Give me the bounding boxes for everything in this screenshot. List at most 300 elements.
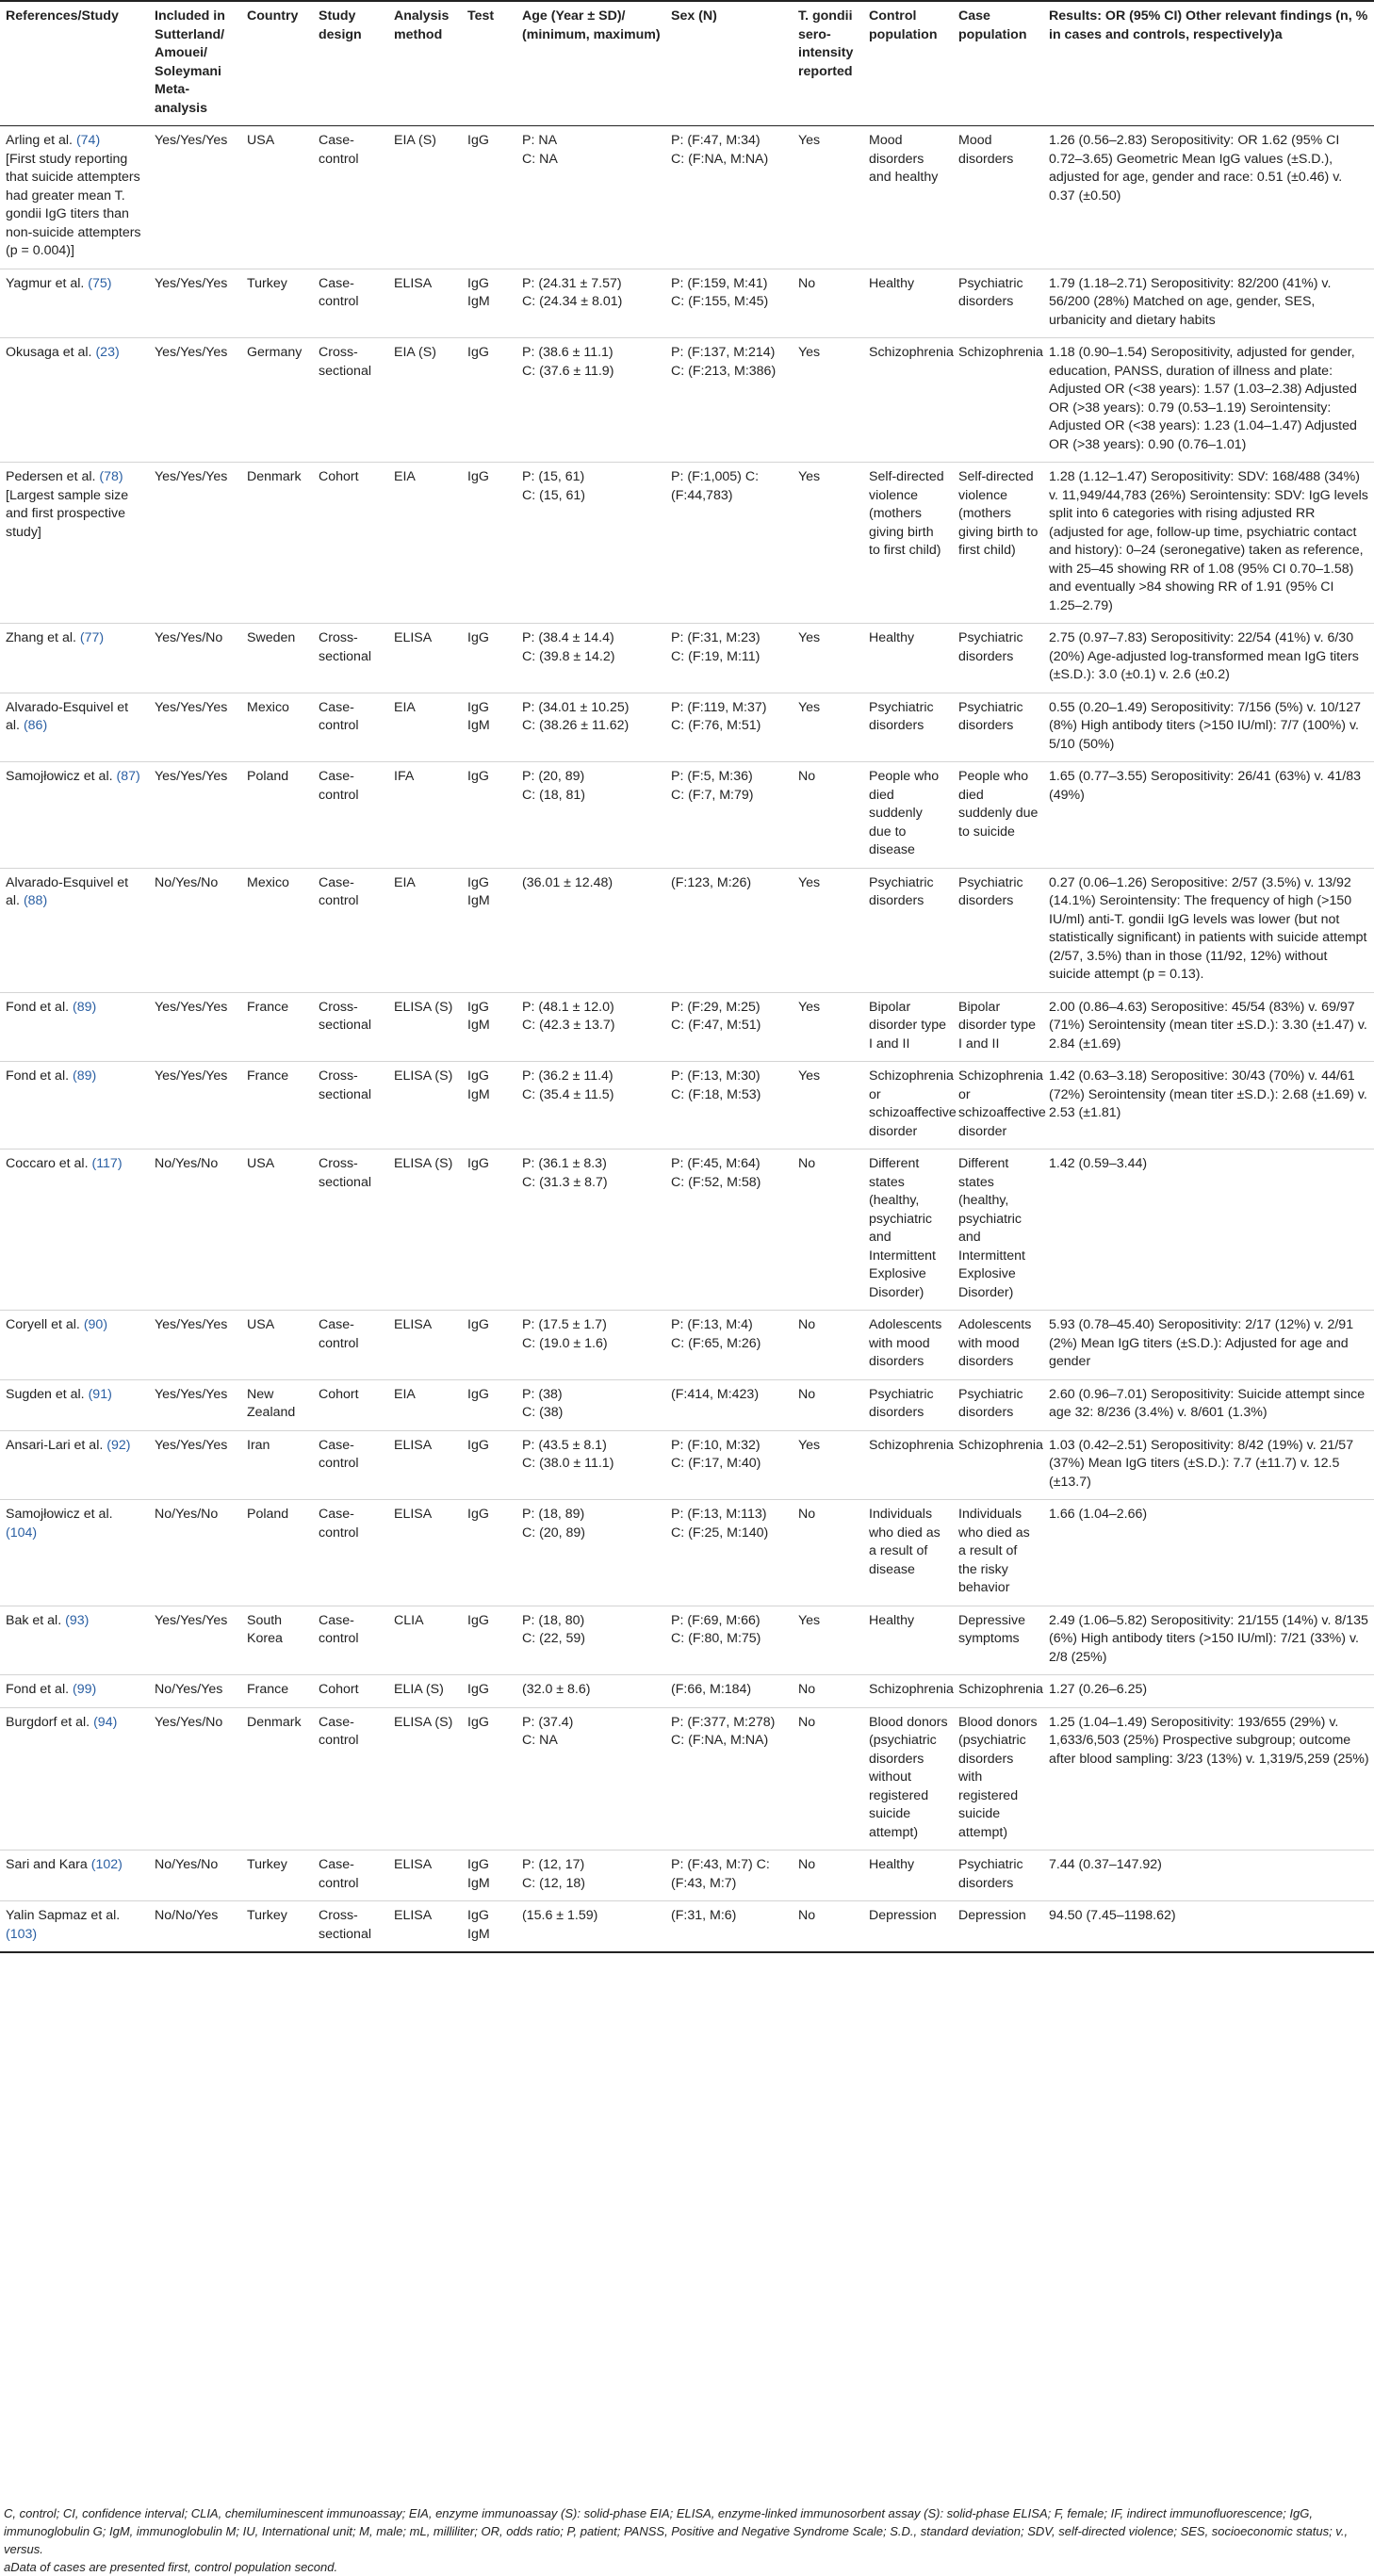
cell-country xyxy=(241,1675,313,1708)
reference-link[interactable]: (90) xyxy=(83,1317,108,1332)
cell-value: Cross-sectional xyxy=(319,345,371,379)
cell-value: Yes/Yes/Yes xyxy=(155,999,228,1015)
cell-value: P: (F:119, M:37) C: (F:76, M:51) xyxy=(671,699,767,733)
cell-value: ELISA (S) xyxy=(394,1068,453,1084)
cell-country xyxy=(241,1311,313,1380)
cell-test xyxy=(462,868,516,992)
cell-value: EIA xyxy=(394,1386,416,1402)
table-footnotes xyxy=(4,2504,1370,2576)
table-row xyxy=(0,126,1374,269)
reference-link[interactable]: (77) xyxy=(79,630,105,645)
study-name: Coryell et al. xyxy=(6,1317,80,1332)
cell-value: Psychiatric disorders xyxy=(958,699,1023,733)
cell-included xyxy=(149,1606,241,1675)
study-name: Pedersen et al. xyxy=(6,469,96,484)
cell-value: New Zealand xyxy=(247,1386,296,1420)
study-name: Burgdorf et al. xyxy=(6,1714,90,1730)
cell-value: No/Yes/Yes xyxy=(155,1682,223,1697)
cell-value: USA xyxy=(247,133,275,148)
cell-value: Schizophrenia xyxy=(958,345,1043,360)
study-note: [First study reporting that suicide attempters had greater mean T. gondii IgG titers than non-suicide attempters (p = 0.004)] xyxy=(6,151,141,258)
cell-value: Yes/Yes/No xyxy=(155,1714,223,1730)
cell-value: 1.03 (0.42–2.51) Seropositivity: 8/42 (19%) v. 21/57 (37%) Mean IgG titers (±S.D.): 7.7 (±11.7) v. 12.5 (±13.7) xyxy=(1049,1437,1354,1490)
cell-value: P: (36.2 ± 11.4) C: (35.4 ± 11.5) xyxy=(522,1068,614,1102)
cell-value: P: (18, 89) C: (20, 89) xyxy=(522,1507,586,1541)
table-row xyxy=(0,762,1374,869)
reference-link[interactable]: (92) xyxy=(106,1437,131,1453)
cell-age xyxy=(516,1430,665,1500)
cell-included xyxy=(149,126,241,269)
column-header: Age (Year ± SD)/ (minimum, maximum) xyxy=(516,1,665,126)
cell-value: P: (15, 61) C: (15, 61) xyxy=(522,469,586,503)
cell-value: 2.60 (0.96–7.01) Seropositivity: Suicide attempt since age 32: 8/236 (3.4%) v. 8/601 (1.3%) xyxy=(1049,1386,1366,1420)
cell-control xyxy=(863,1707,953,1850)
cell-value: P: NA C: NA xyxy=(522,133,558,167)
cell-results xyxy=(1043,693,1374,762)
cell-results xyxy=(1043,762,1374,869)
cell-country xyxy=(241,1430,313,1500)
cell-value: ELISA (S) xyxy=(394,999,453,1015)
cell-control xyxy=(863,1430,953,1500)
cell-value: Yes/Yes/Yes xyxy=(155,1068,228,1084)
cell-value: CLIA xyxy=(394,1612,424,1628)
cell-value: P: (24.31 ± 7.57) C: (24.34 ± 8.01) xyxy=(522,275,623,309)
reference-link[interactable]: (117) xyxy=(91,1156,123,1171)
cell-included xyxy=(149,1901,241,1953)
cell-value: Mexico xyxy=(247,699,289,715)
reference-link[interactable]: (103) xyxy=(6,1926,38,1942)
cell-control xyxy=(863,1149,953,1311)
cell-age xyxy=(516,1606,665,1675)
cell-results xyxy=(1043,1901,1374,1953)
reference-link[interactable]: (74) xyxy=(75,133,101,148)
cell-design xyxy=(313,1675,388,1708)
cell-value: EIA (S) xyxy=(394,133,436,148)
cell-included xyxy=(149,1675,241,1708)
cell-value: Cohort xyxy=(319,1386,359,1402)
cell-value: Self-directed violence (mothers giving birth to first child) xyxy=(958,469,1039,558)
cell-study xyxy=(0,463,149,624)
cell-study xyxy=(0,126,149,269)
cell-sex xyxy=(665,762,793,869)
cell-value: Poland xyxy=(247,1507,289,1522)
reference-link[interactable]: (93) xyxy=(65,1612,90,1628)
cell-value: Sweden xyxy=(247,630,296,645)
cell-study xyxy=(0,1062,149,1149)
cell-value: Adolescents with mood disorders xyxy=(869,1317,942,1369)
cell-method xyxy=(388,992,462,1062)
cell-study xyxy=(0,624,149,693)
cell-value: Case-control xyxy=(319,1437,359,1471)
cell-sero xyxy=(793,624,863,693)
cell-sero xyxy=(793,1500,863,1606)
reference-link[interactable]: (75) xyxy=(88,275,112,291)
cell-value: IgG IgM xyxy=(467,874,490,908)
cell-value: Yes xyxy=(798,1437,821,1453)
cell-results xyxy=(1043,1500,1374,1606)
table-row xyxy=(0,1707,1374,1850)
study-name: Fond et al. xyxy=(6,1682,70,1697)
cell-value: No/Yes/No xyxy=(155,1857,219,1872)
cell-results xyxy=(1043,1707,1374,1850)
cell-value: Schizophrenia xyxy=(869,345,954,360)
cell-method xyxy=(388,1606,462,1675)
cell-country xyxy=(241,269,313,338)
column-header: Analysis method xyxy=(388,1,462,126)
cell-design xyxy=(313,1311,388,1380)
cell-control xyxy=(863,1379,953,1430)
study-note: [Largest sample size and first prospective study] xyxy=(6,487,129,540)
cell-value: P: (38.6 ± 11.1) C: (37.6 ± 11.9) xyxy=(522,345,614,379)
cell-value: P: (F:45, M:64) C: (F:52, M:58) xyxy=(671,1156,761,1190)
cell-study xyxy=(0,1707,149,1850)
cell-control xyxy=(863,1311,953,1380)
cell-country xyxy=(241,868,313,992)
cell-value: 1.66 (1.04–2.66) xyxy=(1049,1507,1148,1522)
cell-age xyxy=(516,1062,665,1149)
cell-value: IFA xyxy=(394,769,415,784)
cell-study xyxy=(0,1850,149,1901)
cell-age xyxy=(516,624,665,693)
cell-value: ELISA xyxy=(394,1317,433,1332)
cell-value: Healthy xyxy=(869,1612,915,1628)
cell-value: IgG IgM xyxy=(467,1908,490,1942)
cell-age xyxy=(516,1311,665,1380)
cell-sero xyxy=(793,992,863,1062)
cell-value: P: (F:5, M:36) C: (F:7, M:79) xyxy=(671,769,754,803)
cell-sero xyxy=(793,868,863,992)
cell-study xyxy=(0,1901,149,1953)
cell-value: Yes xyxy=(798,874,821,890)
cell-case xyxy=(953,269,1043,338)
cell-method xyxy=(388,269,462,338)
cell-test xyxy=(462,1675,516,1708)
cell-value: No xyxy=(798,769,816,784)
cell-sex xyxy=(665,1149,793,1311)
cell-value: P: (38) C: (38) xyxy=(522,1386,564,1420)
cell-value: EIA (S) xyxy=(394,345,436,360)
cell-design xyxy=(313,463,388,624)
cell-value: Yes/Yes/No xyxy=(155,630,223,645)
cell-case xyxy=(953,1379,1043,1430)
cell-method xyxy=(388,1430,462,1500)
cell-study xyxy=(0,992,149,1062)
cell-country xyxy=(241,1850,313,1901)
cell-value: Yes/Yes/Yes xyxy=(155,699,228,715)
table-row xyxy=(0,269,1374,338)
cell-value: (F:123, M:26) xyxy=(671,874,752,890)
cell-value: Case-control xyxy=(319,874,359,908)
cell-included xyxy=(149,992,241,1062)
cell-test xyxy=(462,463,516,624)
cell-sex xyxy=(665,1500,793,1606)
study-name: Bak et al. xyxy=(6,1612,62,1628)
cell-value: Case-control xyxy=(319,769,359,803)
cell-test xyxy=(462,1707,516,1850)
cell-value: Yes/Yes/Yes xyxy=(155,469,228,484)
cell-value: Case-control xyxy=(319,1714,359,1748)
cell-included xyxy=(149,1311,241,1380)
cell-value: IgG IgM xyxy=(467,699,490,733)
cell-value: P: (36.1 ± 8.3) C: (31.3 ± 8.7) xyxy=(522,1156,608,1190)
cell-value: P: (F:377, M:278) C: (F:NA, M:NA) xyxy=(671,1714,776,1748)
study-name: Fond et al. xyxy=(6,1068,70,1084)
cell-sero xyxy=(793,1850,863,1901)
cell-results xyxy=(1043,868,1374,992)
cell-sex xyxy=(665,1901,793,1953)
reference-link[interactable]: (89) xyxy=(73,999,97,1015)
cell-results xyxy=(1043,1379,1374,1430)
cell-sero xyxy=(793,1149,863,1311)
cell-value: Case-control xyxy=(319,1507,359,1541)
cell-value: Yes xyxy=(798,1612,821,1628)
cell-value: ELIA (S) xyxy=(394,1682,444,1697)
cell-case xyxy=(953,1430,1043,1500)
cell-value: Mexico xyxy=(247,874,289,890)
table-row xyxy=(0,624,1374,693)
cell-method xyxy=(388,338,462,463)
cell-value: 1.18 (0.90–1.54) Seropositivity, adjusted for gender, education, PANSS, duration of illness and plate: Adjusted OR (<38 years): 1.57 (1.03–2.38) Adjusted OR (>38 years): 0.79 (0.53–1.19) Serointensity: Adjusted OR (<38 years): 1.23 (1.04–1.47) Adjusted OR (>38 years): 0.90 (0.76–1.01) xyxy=(1049,345,1357,452)
cell-value: Yes/Yes/Yes xyxy=(155,1612,228,1628)
column-header: Sex (N) xyxy=(665,1,793,126)
cell-value: IgG IgM xyxy=(467,1857,490,1891)
cell-method xyxy=(388,1149,462,1311)
cell-included xyxy=(149,693,241,762)
cell-included xyxy=(149,868,241,992)
cell-included xyxy=(149,463,241,624)
cell-value: IgG xyxy=(467,1386,489,1402)
cell-case xyxy=(953,463,1043,624)
cell-value: Cohort xyxy=(319,1682,359,1697)
cell-case xyxy=(953,1901,1043,1953)
study-name: Samojłowicz et al. xyxy=(6,1507,113,1522)
study-name: Ansari-Lari et al. xyxy=(6,1437,104,1453)
cell-control xyxy=(863,868,953,992)
cell-value: (F:414, M:423) xyxy=(671,1386,760,1402)
column-header: Included in Sutterland/ Amouei/ Soleymani Meta-analysis xyxy=(149,1,241,126)
cell-method xyxy=(388,126,462,269)
reference-link[interactable]: (99) xyxy=(73,1682,97,1697)
cell-value: Schizophrenia or schizoaffective disorder xyxy=(869,1068,957,1139)
cell-value: IgG xyxy=(467,1682,489,1697)
table-row xyxy=(0,693,1374,762)
cell-value: P: (37.4) C: NA xyxy=(522,1714,574,1748)
cell-case xyxy=(953,1500,1043,1606)
cell-method xyxy=(388,1062,462,1149)
cell-sero xyxy=(793,1311,863,1380)
cell-value: France xyxy=(247,1068,289,1084)
cell-control xyxy=(863,624,953,693)
cell-value: IgG xyxy=(467,1437,489,1453)
cell-value: 94.50 (7.45–1198.62) xyxy=(1049,1908,1176,1923)
cell-value: Schizophrenia xyxy=(958,1682,1043,1697)
cell-value: P: (38.4 ± 14.4) C: (39.8 ± 14.2) xyxy=(522,630,615,664)
cell-control xyxy=(863,1500,953,1606)
cell-included xyxy=(149,1850,241,1901)
cell-value: P: (F:159, M:41) C: (F:155, M:45) xyxy=(671,275,769,309)
cell-value: IgG xyxy=(467,345,489,360)
cell-value: Yes xyxy=(798,699,821,715)
cell-country xyxy=(241,338,313,463)
table-header-row xyxy=(0,1,1374,126)
cell-method xyxy=(388,463,462,624)
cell-control xyxy=(863,1062,957,1149)
cell-design xyxy=(313,1500,388,1606)
cell-included xyxy=(149,1430,241,1500)
cell-value: IgG xyxy=(467,1714,489,1730)
cell-test xyxy=(462,624,516,693)
cell-value: No/Yes/No xyxy=(155,1507,219,1522)
cell-value: EIA xyxy=(394,469,416,484)
cell-value: Mood disorders and healthy xyxy=(869,133,939,185)
cell-value: People who died suddenly due to disease xyxy=(869,769,940,857)
cell-value: Healthy xyxy=(869,275,915,291)
cell-study xyxy=(0,762,149,869)
cell-value: IgG xyxy=(467,133,489,148)
cell-value: (36.01 ± 12.48) xyxy=(522,874,613,890)
reference-link[interactable]: (87) xyxy=(116,769,140,784)
cell-sero xyxy=(793,126,863,269)
cell-sero xyxy=(793,1606,863,1675)
cell-study xyxy=(0,1379,149,1430)
cell-value: Healthy xyxy=(869,630,915,645)
cell-value: Cohort xyxy=(319,469,359,484)
cell-value: (32.0 ± 8.6) xyxy=(522,1682,591,1697)
cell-value: P: (F:47, M:34) C: (F:NA, M:NA) xyxy=(671,133,769,167)
table-row xyxy=(0,1311,1374,1380)
cell-value: Depression xyxy=(869,1908,937,1923)
table-row xyxy=(0,1850,1374,1901)
cell-value: (F:66, M:184) xyxy=(671,1682,752,1697)
cell-value: Case-control xyxy=(319,1857,359,1891)
cell-value: Yes/Yes/Yes xyxy=(155,769,228,784)
cell-case xyxy=(953,1062,1046,1149)
study-name: Fond et al. xyxy=(6,999,70,1015)
cell-country xyxy=(241,693,313,762)
cell-included xyxy=(149,1379,241,1430)
study-name: Okusaga et al. xyxy=(6,345,92,360)
cell-value: P: (F:1,005) C: (F:44,783) xyxy=(671,469,760,503)
cell-design xyxy=(313,1606,388,1675)
cell-value: IgG xyxy=(467,1507,489,1522)
cell-country xyxy=(241,463,313,624)
cell-value: No/No/Yes xyxy=(155,1908,219,1923)
cell-value: Yes xyxy=(798,630,821,645)
cell-value: 1.42 (0.63–3.18) Seropositive: 30/43 (70%) v. 44/61 (72%) Serointensity (mean titer ±S.D.): 2.68 (±1.69) v. 2.53 (±1.81) xyxy=(1049,1068,1367,1120)
cell-sex xyxy=(665,992,793,1062)
reference-link[interactable]: (23) xyxy=(95,345,120,360)
cell-design xyxy=(313,269,388,338)
cell-case xyxy=(953,1850,1043,1901)
cell-country xyxy=(241,1606,313,1675)
cell-sex xyxy=(665,1311,793,1380)
table-row xyxy=(0,992,1374,1062)
cell-control xyxy=(863,1675,953,1708)
study-name: Arling et al. xyxy=(6,133,73,148)
cell-included xyxy=(149,1500,241,1606)
cell-value: Yes/Yes/Yes xyxy=(155,275,228,291)
cell-case xyxy=(953,126,1043,269)
reference-link[interactable]: (102) xyxy=(90,1857,123,1872)
reference-link[interactable]: (78) xyxy=(99,469,123,484)
cell-results xyxy=(1043,269,1374,338)
cell-value: P: (F:13, M:4) C: (F:65, M:26) xyxy=(671,1317,761,1351)
cell-case xyxy=(953,1149,1043,1311)
cell-results xyxy=(1043,1430,1374,1500)
cell-method xyxy=(388,693,462,762)
reference-link[interactable]: (88) xyxy=(23,893,48,908)
cell-value: Yes/Yes/Yes xyxy=(155,1386,228,1402)
reference-link[interactable]: (89) xyxy=(73,1068,97,1084)
cell-value: Yes/Yes/Yes xyxy=(155,1437,228,1453)
column-header: Results: OR (95% CI) Other relevant findings (n, % in cases and controls, respectively)a xyxy=(1043,1,1374,126)
cell-sero xyxy=(793,1675,863,1708)
cell-results xyxy=(1043,126,1374,269)
cell-study xyxy=(0,1606,149,1675)
cell-sex xyxy=(665,338,793,463)
cell-included xyxy=(149,762,241,869)
cell-design xyxy=(313,1149,388,1311)
cell-age xyxy=(516,1500,665,1606)
cell-control xyxy=(863,338,953,463)
cell-value: France xyxy=(247,999,289,1015)
cell-value: Psychiatric disorders xyxy=(869,699,934,733)
table-row xyxy=(0,1500,1374,1606)
cell-age xyxy=(516,992,665,1062)
reference-link[interactable]: (104) xyxy=(6,1524,38,1541)
cell-design xyxy=(313,1379,388,1430)
cell-test xyxy=(462,762,516,869)
cell-sero xyxy=(793,762,863,869)
cell-age xyxy=(516,693,665,762)
reference-link[interactable]: (91) xyxy=(88,1386,112,1402)
cell-case xyxy=(953,338,1043,463)
table-body xyxy=(0,126,1374,1953)
cell-test xyxy=(462,693,516,762)
cell-country xyxy=(241,624,313,693)
cell-value: Individuals who died as a result of the risky behavior xyxy=(958,1507,1030,1595)
cell-sex xyxy=(665,1707,793,1850)
study-name: Yalin Sapmaz et al. xyxy=(6,1908,121,1923)
cell-age xyxy=(516,1149,665,1311)
cell-value: P: (F:31, M:23) C: (F:19, M:11) xyxy=(671,630,761,664)
reference-link[interactable]: (94) xyxy=(93,1714,118,1730)
column-header: Test xyxy=(462,1,516,126)
cell-value: Denmark xyxy=(247,1714,302,1730)
cell-country xyxy=(241,1379,313,1430)
cell-results xyxy=(1043,338,1374,463)
cell-value: Turkey xyxy=(247,275,287,291)
cell-value: 2.75 (0.97–7.83) Seropositivity: 22/54 (41%) v. 6/30 (20%) Age-adjusted log-transformed mean IgG titers (±S.D.): 3.0 (±0.1) v. 2.6 (±0.2) xyxy=(1049,630,1359,682)
cell-value: Turkey xyxy=(247,1857,287,1872)
cell-study xyxy=(0,693,149,762)
cell-value: 0.27 (0.06–1.26) Seropositive: 2/57 (3.5%) v. 13/92 (14.1%) Serointensity: The frequency of high (>150 IU/ml) anti-T. gondii IgG levels was lower (but not statistically significant) in patients with suicide attempt (2/57, 3.5%) than in those (11/92, 12%) without suicide attempt (p = 0.13). xyxy=(1049,874,1367,982)
cell-value: IgG IgM xyxy=(467,275,490,309)
cell-value: Different states (healthy, psychiatric and Intermittent Explosive Disorder) xyxy=(869,1156,936,1300)
cell-age xyxy=(516,762,665,869)
cell-sex xyxy=(665,624,793,693)
cell-sero xyxy=(793,1379,863,1430)
cell-value: P: (F:10, M:32) C: (F:17, M:40) xyxy=(671,1437,761,1471)
cell-value: 1.65 (0.77–3.55) Seropositivity: 26/41 (63%) v. 41/83 (49%) xyxy=(1049,769,1361,803)
cell-country xyxy=(241,1062,313,1149)
cell-design xyxy=(313,992,388,1062)
cell-sex xyxy=(665,693,793,762)
reference-link[interactable]: (86) xyxy=(23,718,48,733)
cell-sero xyxy=(793,693,863,762)
cell-country xyxy=(241,992,313,1062)
table-row xyxy=(0,1149,1374,1311)
